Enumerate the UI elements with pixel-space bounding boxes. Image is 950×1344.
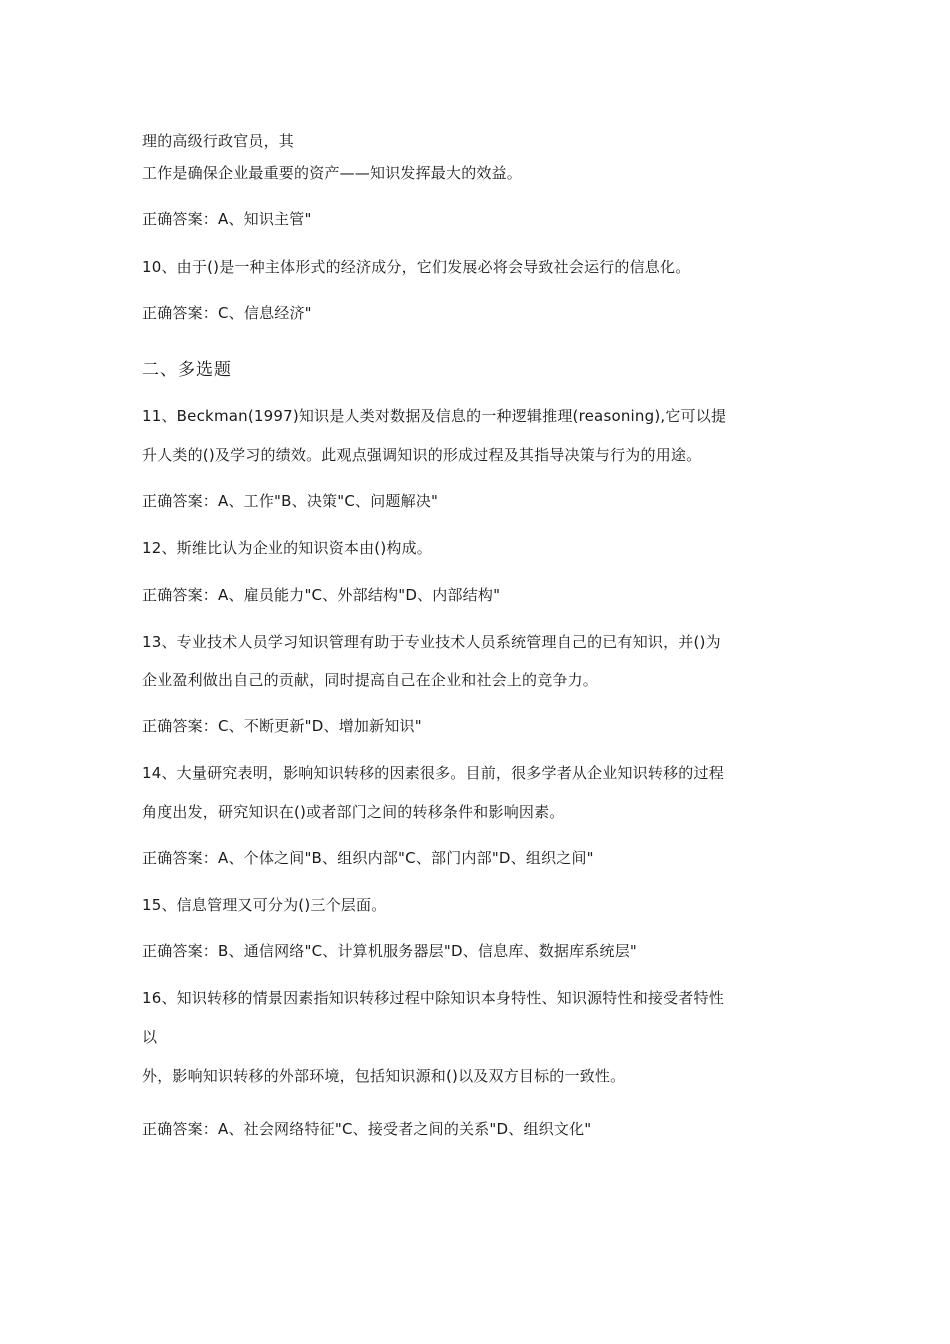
question-13-line: 企业盈利做出自己的贡献，同时提高自己在企业和社会上的竞争力。 xyxy=(142,671,599,689)
question-13-line: 13、专业技术人员学习知识管理有助于专业技术人员系统管理自己的已有知识，并()为 xyxy=(142,633,721,651)
answer-9: 正确答案：A、知识主管" xyxy=(142,210,312,228)
question-16-line: 16、知识转移的情景因素指知识转移过程中除知识本身特性、知识源特性和接受者特性 xyxy=(142,989,724,1007)
question-16-line: 以 xyxy=(142,1028,158,1046)
answer-12: 正确答案：A、雇员能力"C、外部结构"D、内部结构" xyxy=(142,586,501,604)
intro-line: 理的高级行政官员，其 xyxy=(142,132,295,150)
answer-15: 正确答案：B、通信网络"C、计算机服务器层"D、信息库、数据库系统层" xyxy=(142,942,638,960)
answer-16: 正确答案：A、社会网络特征"C、接受者之间的关系"D、组织文化" xyxy=(142,1120,592,1138)
section-title: 二、多选题 xyxy=(142,360,232,380)
question-16-line: 外，影响知识转移的外部环境，包括知识源和()以及双方目标的一致性。 xyxy=(142,1067,626,1085)
question-14-line: 角度出发，研究知识在()或者部门之间的转移条件和影响因素。 xyxy=(142,803,565,821)
answer-10: 正确答案：C、信息经济" xyxy=(142,304,312,322)
question-14-line: 14、大量研究表明，影响知识转移的因素很多。目前，很多学者从企业知识转移的过程 xyxy=(142,764,724,782)
question-12: 12、斯维比认为企业的知识资本由()构成。 xyxy=(142,539,432,557)
question-10: 10、由于()是一种主体形式的经济成分，它们发展必将会导致社会运行的信息化。 xyxy=(142,258,691,276)
answer-11: 正确答案：A、工作"B、决策"C、问题解决" xyxy=(142,492,439,510)
question-11-line: 升人类的()及学习的绩效。此观点强调知识的形成过程及其指导决策与行为的用途。 xyxy=(142,446,702,464)
answer-14: 正确答案：A、个体之间"B、组织内部"C、部门内部"D、组织之间" xyxy=(142,849,594,867)
intro-line: 工作是确保企业最重要的资产——知识发挥最大的效益。 xyxy=(142,164,523,182)
question-15: 15、信息管理又可分为()三个层面。 xyxy=(142,896,387,914)
question-11-line: 11、Beckman(1997)知识是人类对数据及信息的一种逻辑推理(reasoning),它可以提 xyxy=(142,407,727,425)
answer-13: 正确答案：C、不断更新"D、增加新知识" xyxy=(142,717,422,735)
